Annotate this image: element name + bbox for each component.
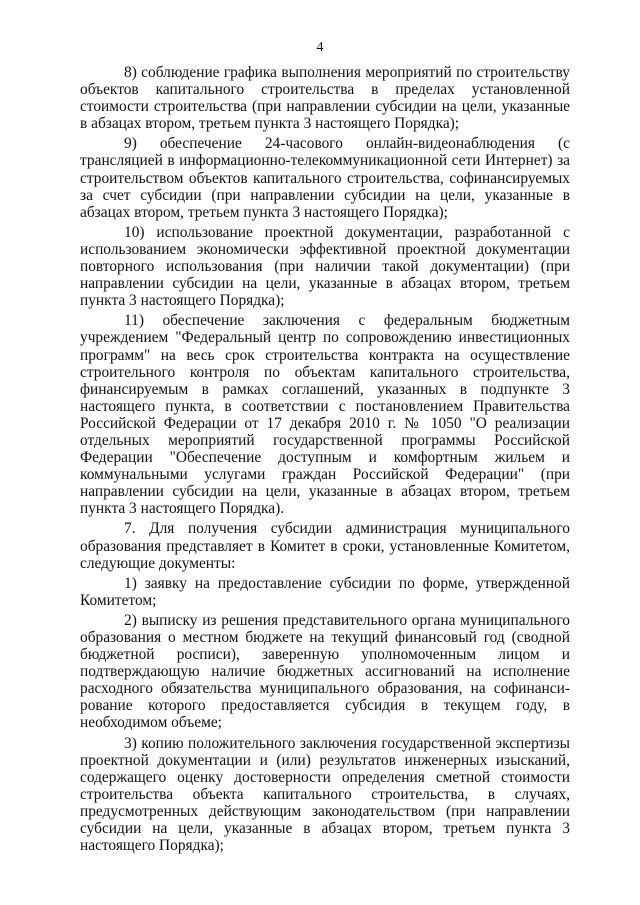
paragraph-item-8: 8) соблюдение графика выполнения мероприятий по строительству объектов капитального строительства в пределах установленной стоимости строительства (при направлении субсидии на цели, указанные в абзацах втором, третьем пункта 3 настоящего Порядка); [80,64,570,133]
paragraph-item-10: 10) использование проектной документации, разработанной с использованием экономически эффективной проектной документации повторного использования (при наличии такой документации) (при направлении субсидии на цели, указанные в абзацах втором, третьем пункта 3 настоящего Порядка); [80,223,570,310]
paragraph-doc-2: 2) выписку из решения представительного органа муниципального образования о местном бюджете на текущий финансовый год (сводной бюджетной росписи), заверенную уполномоченным лицом и подтверждающую наличие бюджетных ассигнований на исполнение расходного обязательства муниципального образования, на софинансирование которого предоставляется субсидия в текущем году, в необходимом объеме; [80,611,570,732]
document-body [80,64,570,857]
paragraph-item-9: 9) обеспечение 24-часового онлайн-видеонаблюдения (с трансляцией в информационно-телекоммуникационной сети Интернет) за строительством объектов капитального строительства, софинансируемых за счет субсидии (при направлении субсидии на цели, указанные в абзацах втором, третьем пункта 3 настоящего Порядка); [80,135,570,221]
paragraph-item-11: 11) обеспечение заключения с федеральным бюджетным учреждением "Федеральный центр по сопровождению инвестиционных программ" на весь срок строительства контракта на осуществление строительного контроля по объектам капитального строительства, финансируемым в рамках соглашений, указанных в подпункте 3 настоящего пункта, в соответствии с постановлением Правительства Российской Федерации от 17 декабря 2010 г. № 1050 "О реализации отдельных мероприятий государственной программы Российской Федерации "Обеспечение доступным и комфортным жильем и коммунальными услугами граждан Российской Федерации" (при направлении субсидии на цели, указанные в абзацах втором, третьем пункта 3 настоящего Порядка). [80,312,570,518]
page-number: 4 [316,40,324,55]
paragraph-section-7: 7. Для получения субсидии администрация муниципального образования представляет в Комитет в сроки, установленные Комитетом, следующие документы: [80,520,570,572]
paragraph-doc-3: 3) копию положительного заключения государственной экспертизы проектной документации и (или) результатов инженерных изысканий, содержащего оценку достоверности определения сметной стоимости строительства объекта капитального строительства, в случаях, предусмотренных действующим законодательством (при направлении субсидии на цели, указанные в абзацах втором, третьем пункта 3 настоящего Порядка); [80,734,570,855]
paragraph-doc-1: 1) заявку на предоставление субсидии по форме, утвержденной Комитетом; [80,574,570,609]
